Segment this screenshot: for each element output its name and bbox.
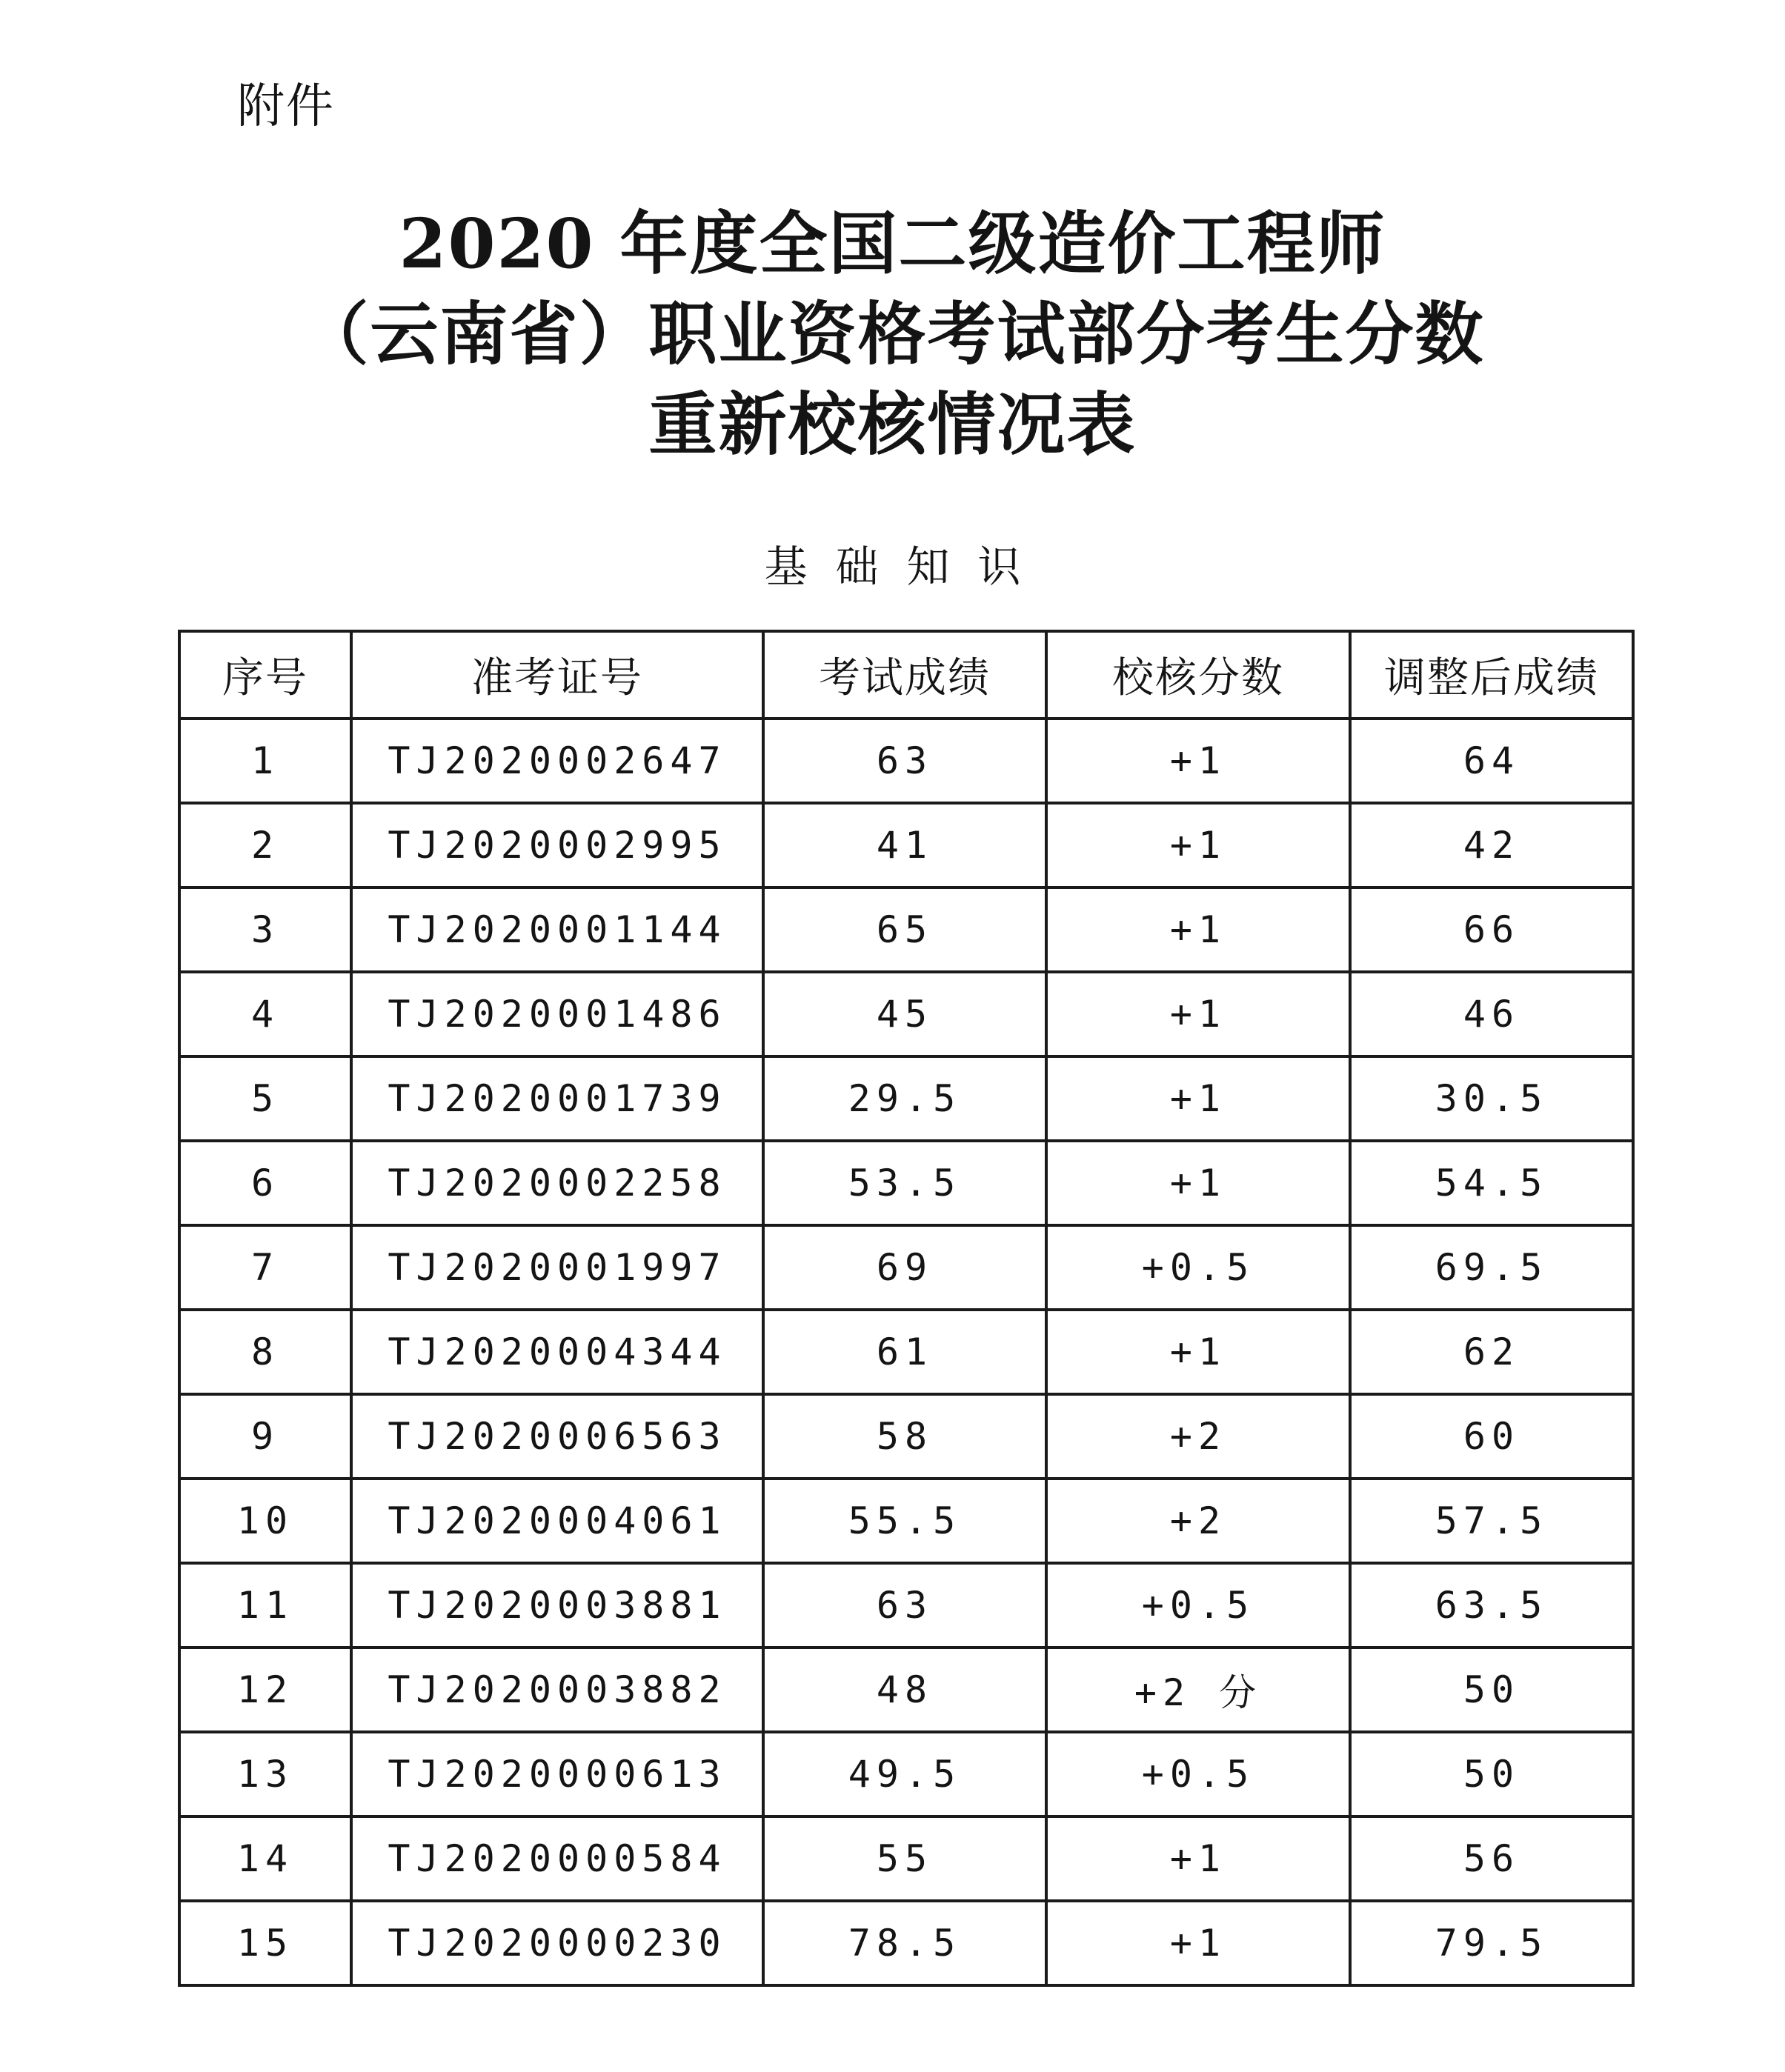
cell-admission-ticket-number: TJ2020003881	[351, 1563, 763, 1648]
cell-recheck-points: +1	[1046, 1056, 1350, 1141]
cell-adjusted-score: 54.5	[1350, 1141, 1633, 1225]
cell-exam-score: 78.5	[763, 1901, 1046, 1985]
title-line-2: （云南省）职业资格考试部分考生分数	[300, 294, 1485, 374]
cell-adjusted-score: 57.5	[1350, 1479, 1633, 1563]
cell-recheck-points: +1	[1046, 1816, 1350, 1901]
cell-adjusted-score: 46	[1350, 972, 1633, 1056]
header-serial-number: 序号	[179, 631, 351, 719]
table-row	[179, 1732, 1633, 1816]
cell-admission-ticket-number: TJ2020001997	[351, 1225, 763, 1310]
cell-exam-score: 49.5	[763, 1732, 1046, 1816]
document-title	[0, 199, 1785, 470]
header-recheck-points: 校核分数	[1046, 631, 1350, 719]
cell-admission-ticket-number: TJ2020006563	[351, 1394, 763, 1479]
cell-recheck-points: +0.5	[1046, 1225, 1350, 1310]
table-row	[179, 1563, 1633, 1648]
cell-recheck-points: +0.5	[1046, 1563, 1350, 1648]
cell-recheck-points: +1	[1046, 1901, 1350, 1985]
cell-serial-number: 12	[179, 1648, 351, 1732]
cell-serial-number: 5	[179, 1056, 351, 1141]
cell-admission-ticket-number: TJ2020004061	[351, 1479, 763, 1563]
cell-adjusted-score: 62	[1350, 1310, 1633, 1394]
table-row	[179, 1141, 1633, 1225]
cell-adjusted-score: 50	[1350, 1732, 1633, 1816]
cell-admission-ticket-number: TJ2020000230	[351, 1901, 763, 1985]
cell-exam-score: 58	[763, 1394, 1046, 1479]
cell-recheck-points: +1	[1046, 887, 1350, 972]
table-row	[179, 1816, 1633, 1901]
cell-recheck-points: +1	[1046, 719, 1350, 803]
cell-exam-score: 63	[763, 1563, 1046, 1648]
cell-serial-number: 13	[179, 1732, 351, 1816]
cell-recheck-points: +2 分	[1046, 1648, 1350, 1732]
cell-serial-number: 11	[179, 1563, 351, 1648]
cell-exam-score: 69	[763, 1225, 1046, 1310]
cell-admission-ticket-number: TJ2020003882	[351, 1648, 763, 1732]
cell-serial-number: 1	[179, 719, 351, 803]
cell-adjusted-score: 79.5	[1350, 1901, 1633, 1985]
cell-exam-score: 53.5	[763, 1141, 1046, 1225]
cell-adjusted-score: 56	[1350, 1816, 1633, 1901]
cell-serial-number: 14	[179, 1816, 351, 1901]
cell-adjusted-score: 50	[1350, 1648, 1633, 1732]
cell-adjusted-score: 64	[1350, 719, 1633, 803]
cell-serial-number: 15	[179, 1901, 351, 1985]
title-line-3: 重新校核情况表	[648, 384, 1137, 464]
cell-admission-ticket-number: TJ2020002995	[351, 803, 763, 887]
cell-serial-number: 9	[179, 1394, 351, 1479]
cell-adjusted-score: 60	[1350, 1394, 1633, 1479]
cell-exam-score: 48	[763, 1648, 1046, 1732]
table-row	[179, 1479, 1633, 1563]
cell-admission-ticket-number: TJ2020001739	[351, 1056, 763, 1141]
header-admission-ticket-number: 准考证号	[351, 631, 763, 719]
cell-adjusted-score: 30.5	[1350, 1056, 1633, 1141]
table-row	[179, 719, 1633, 803]
cell-recheck-points: +0.5	[1046, 1732, 1350, 1816]
cell-serial-number: 6	[179, 1141, 351, 1225]
table-header-row	[179, 631, 1633, 719]
table-body	[179, 719, 1633, 1985]
cell-admission-ticket-number: TJ2020004344	[351, 1310, 763, 1394]
cell-serial-number: 7	[179, 1225, 351, 1310]
cell-serial-number: 3	[179, 887, 351, 972]
cell-exam-score: 41	[763, 803, 1046, 887]
cell-adjusted-score: 42	[1350, 803, 1633, 887]
table-row	[179, 972, 1633, 1056]
header-exam-score: 考试成绩	[763, 631, 1046, 719]
cell-exam-score: 45	[763, 972, 1046, 1056]
cell-admission-ticket-number: TJ2020001144	[351, 887, 763, 972]
table-row	[179, 1648, 1633, 1732]
cell-serial-number: 8	[179, 1310, 351, 1394]
table-row	[179, 1310, 1633, 1394]
table-row	[179, 1394, 1633, 1479]
cell-exam-score: 61	[763, 1310, 1046, 1394]
cell-adjusted-score: 66	[1350, 887, 1633, 972]
cell-recheck-points: +1	[1046, 1310, 1350, 1394]
cell-admission-ticket-number: TJ2020000613	[351, 1732, 763, 1816]
cell-adjusted-score: 63.5	[1350, 1563, 1633, 1648]
cell-exam-score: 55.5	[763, 1479, 1046, 1563]
cell-recheck-points: +2	[1046, 1394, 1350, 1479]
header-adjusted-score: 调整后成绩	[1350, 631, 1633, 719]
table-row	[179, 1901, 1633, 1985]
cell-serial-number: 2	[179, 803, 351, 887]
table-row	[179, 803, 1633, 887]
table-row	[179, 1225, 1633, 1310]
cell-adjusted-score: 69.5	[1350, 1225, 1633, 1310]
cell-serial-number: 4	[179, 972, 351, 1056]
cell-recheck-points: +1	[1046, 972, 1350, 1056]
table-row	[179, 887, 1633, 972]
table-row	[179, 1056, 1633, 1141]
cell-recheck-points: +1	[1046, 1141, 1350, 1225]
section-subtitle: 基础知识	[764, 542, 1049, 592]
cell-recheck-points: +1	[1046, 803, 1350, 887]
cell-admission-ticket-number: TJ2020002647	[351, 719, 763, 803]
score-recheck-table	[178, 630, 1635, 1987]
cell-serial-number: 10	[179, 1479, 351, 1563]
cell-admission-ticket-number: TJ2020000584	[351, 1816, 763, 1901]
cell-recheck-points: +2	[1046, 1479, 1350, 1563]
attachment-label: 附件	[237, 79, 335, 134]
cell-exam-score: 55	[763, 1816, 1046, 1901]
cell-admission-ticket-number: TJ2020001486	[351, 972, 763, 1056]
cell-exam-score: 29.5	[763, 1056, 1046, 1141]
cell-admission-ticket-number: TJ2020002258	[351, 1141, 763, 1225]
cell-exam-score: 65	[763, 887, 1046, 972]
title-line-1: 2020 年度全国二级造价工程师	[399, 204, 1386, 284]
cell-exam-score: 63	[763, 719, 1046, 803]
